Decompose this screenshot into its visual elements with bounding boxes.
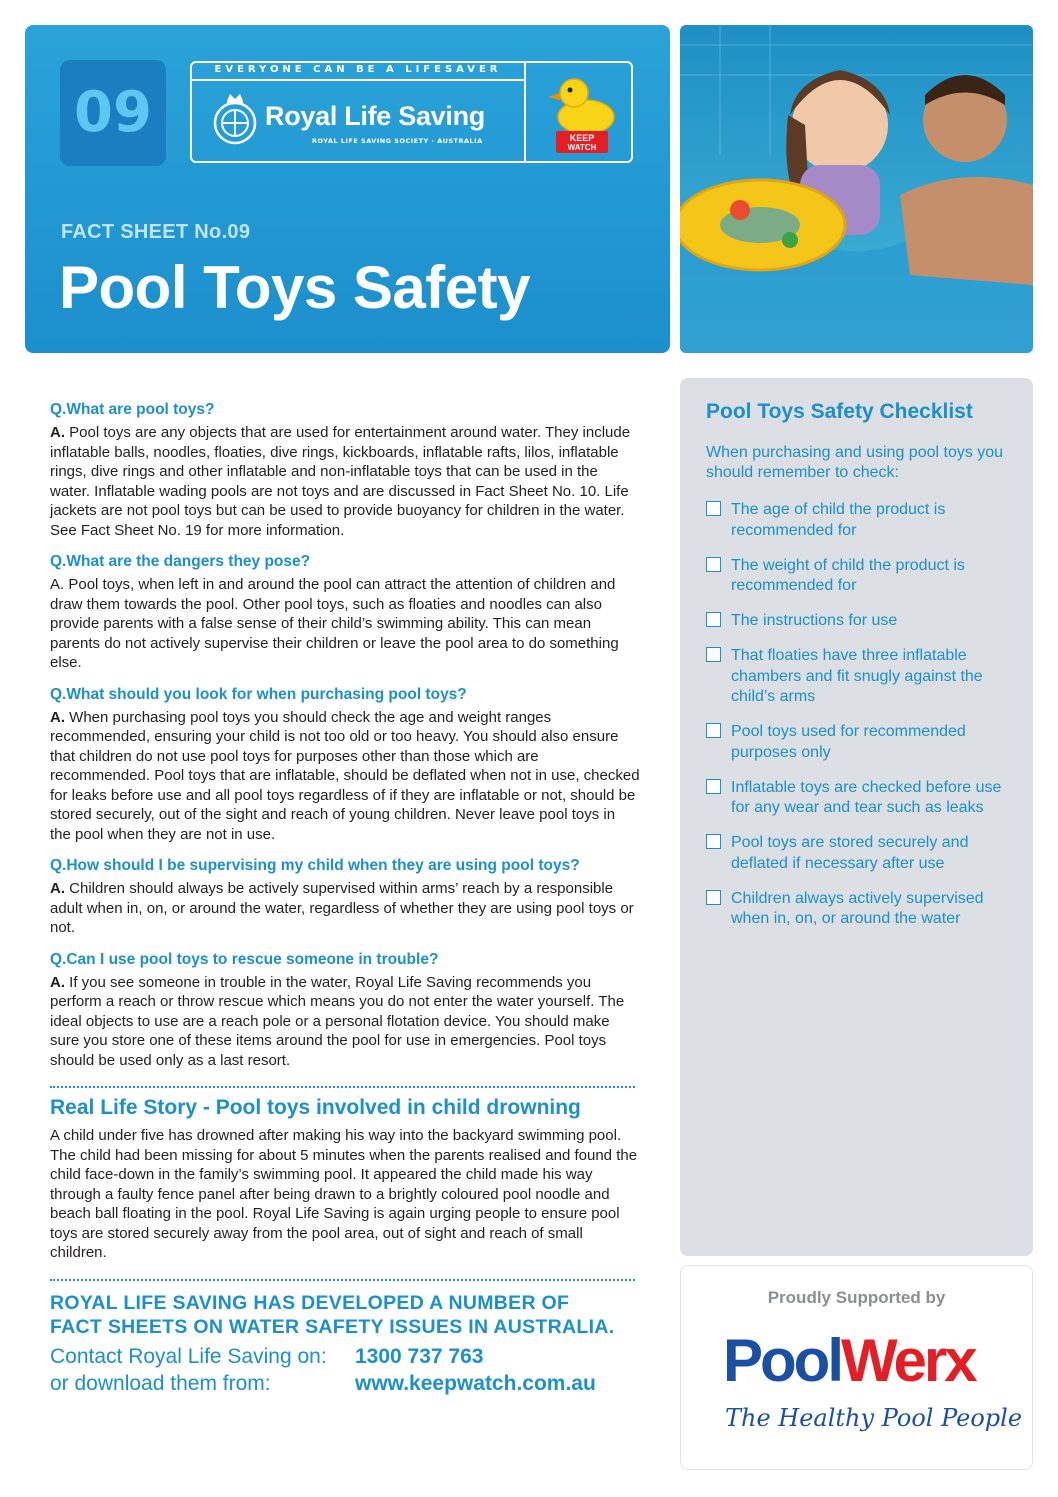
org-name: Royal Life Saving (265, 101, 485, 131)
answer-prefix: A. (50, 708, 65, 726)
question-heading: Q.What are the dangers they pose? (50, 553, 311, 570)
header-banner (25, 25, 670, 353)
answer-body: Pool toys are any objects that are used for entertainment around water. They include inflatable balls, noodles, floaties, dive rings, kickboards, inflatable rafts, lilos, inflatable rings, dive rings and other inflatable and non-inflatable toys that can be used in the water. Inflatable wading pools are not toys and are discussed in Fact Sheet No. 10. Life jackets are not pool toys but can be used to provide buoyancy for children in the water. See Fact Sheet No. 19 for more information. (50, 424, 631, 539)
sponsor-label: Proudly Supported by (767, 1288, 946, 1307)
checklist-item (706, 889, 1006, 930)
poolwerx-logo (723, 1326, 975, 1396)
checklist-item (706, 611, 1006, 632)
checkbox[interactable] (706, 647, 721, 662)
brand-part-a: Pool (723, 1327, 841, 1394)
hero-photo (680, 25, 1033, 353)
answer-text (50, 708, 640, 845)
answer-text (50, 423, 640, 540)
page-title: Pool Toys Safety (59, 254, 531, 321)
question-heading: Q.How should I be supervising my child when they are using pool toys? (50, 857, 580, 874)
logo-tagline: EVERYONE CAN BE A LIFESAVER (192, 61, 524, 81)
section-divider (50, 1086, 635, 1088)
checklist-item-label: Pool toys are stored securely and deflated if necessary after use (731, 834, 969, 872)
checklist-item (706, 722, 1006, 763)
answer-prefix: A. (50, 880, 65, 897)
answer-body: Pool toys, when left in and around the pool can attract the attention of children and draw them towards the pool. Other pool toys, such as floaties and noodles can also provide parents with a false sense of their child’s swimming ability. This can mean parents do not actively supervise their children or leave the pool area to do something else. (50, 576, 619, 671)
main-content (50, 400, 640, 1397)
org-subtitle: ROYAL LIFE SAVING SOCIETY · AUSTRALIA (312, 137, 483, 145)
answer-prefix: A. (50, 576, 65, 593)
fact-sheets-callout (50, 1291, 640, 1339)
fact-sheet-number: 09 (60, 60, 166, 166)
checkbox[interactable] (706, 723, 721, 738)
fact-sheet-label: FACT SHEET No.09 (61, 221, 251, 243)
keepwatch-text-2: WATCH (567, 143, 597, 152)
checklist-item (706, 556, 1006, 597)
checklist-items (706, 500, 1006, 944)
keepwatch-duck-logo (544, 71, 620, 155)
checklist-intro: When purchasing and using pool toys you should remember to check: (706, 444, 1004, 481)
checkbox[interactable] (706, 501, 721, 516)
crest-icon (210, 91, 260, 147)
callout-line: ROYAL LIFE SAVING HAS DEVELOPED A NUMBER OF (50, 1291, 570, 1314)
website-link[interactable]: www.keepwatch.com.au (355, 1371, 596, 1395)
checkbox[interactable] (706, 834, 721, 849)
answer-prefix: A. (50, 973, 65, 991)
checklist-item (706, 778, 1006, 819)
answer-text (50, 879, 640, 938)
checklist-item-label: The age of child the product is recommended for (731, 501, 946, 539)
logo-divider (524, 63, 526, 161)
story-section (50, 1096, 640, 1263)
answer-body: Children should always be actively supervised within arms’ reach by a responsible adult when in, on, or around the water, regardless of whether they are using pool toys or not. (50, 880, 634, 936)
checklist-item (706, 500, 1006, 541)
answer-prefix: A. (50, 424, 65, 441)
checklist-title: Pool Toys Safety Checklist (706, 400, 973, 423)
sponsor-tagline: The Healthy Pool People (725, 1404, 1023, 1432)
answer-text (50, 973, 640, 1071)
story-title: Real Life Story - Pool toys involved in child drowning (50, 1096, 581, 1119)
checklist-item-label: Children always actively supervised when in, on, or around the water (731, 889, 984, 927)
question-heading: Q.What are pool toys? (50, 401, 215, 418)
checklist-item (706, 833, 1006, 874)
question-heading: Q.Can I use pool toys to rescue someone in trouble? (50, 950, 439, 968)
answer-text (50, 575, 640, 673)
qa-section (50, 400, 640, 1070)
story-text: A child under five has drowned after making his way into the backyard swimming pool. The child had been missing for about 5 minutes when the parents realised and found the child face-down in the family’s swimming pool. It appeared the child made his way through a faulty fence panel after being drawn to a brightly coloured pool noodle and beach ball floating in the pool. Royal Life Saving is again urging people to ensure pool toys are stored securely away from the pool area, out of sight and reach of small children. (50, 1127, 638, 1261)
checklist-item-label: The weight of child the product is recommended for (731, 556, 965, 594)
section-divider (50, 1279, 635, 1281)
pool-photo-illustration (680, 25, 1033, 353)
callout-line: FACT SHEETS ON WATER SAFETY ISSUES IN AUSTRALIA. (50, 1315, 615, 1338)
checkbox[interactable] (706, 779, 721, 794)
org-logo (190, 61, 633, 163)
checkbox[interactable] (706, 612, 721, 627)
keepwatch-text-1: KEEP (569, 133, 595, 143)
checklist-item-label: Pool toys used for recommended purposes only (731, 723, 966, 761)
safety-checklist (680, 378, 1033, 1256)
checkbox[interactable] (706, 557, 721, 572)
checkbox[interactable] (706, 890, 721, 905)
answer-body: If you see someone in trouble in the water, Royal Life Saving recommends you perform a reach or throw rescue which means you do not enter the water yourself. The ideal objects to use are a reach pole or a personal flotation device. You should make sure you store one of these items around the pool for use in emergencies. Pool toys should be used only as a last resort. (50, 973, 625, 1069)
question-heading: Q.What should you look for when purchasing pool toys? (50, 685, 467, 703)
checklist-item-label: Inflatable toys are checked before use for any wear and tear such as leaks (731, 778, 1002, 816)
checklist-item-label: The instructions for use (731, 612, 898, 629)
download-label: or download them from: (50, 1371, 271, 1395)
checklist-item-label: That floaties have three inflatable chambers and fit snugly against the child’s arms (731, 647, 983, 705)
phone-number[interactable]: 1300 737 763 (355, 1344, 484, 1368)
contact-label: Contact Royal Life Saving on: (50, 1344, 327, 1368)
brand-part-b: Werx (841, 1327, 975, 1394)
sponsor-box (680, 1265, 1033, 1470)
contact-block (50, 1343, 640, 1397)
checklist-item (706, 646, 1006, 708)
answer-body: When purchasing pool toys you should check the age and weight ranges recommended, ensuring your child is not too old or too heavy. You should also ensure that children do not use pool toys for purposes other than those which are recommended. Pool toys that are inflatable, should be deflated when not in use, checked for leaks before use and all pool toys regardless of if they are inflatable or not, should be stored securely, out of the sight and reach of young children. Never leave pool toys in the pool when they are not in use. (50, 708, 640, 843)
